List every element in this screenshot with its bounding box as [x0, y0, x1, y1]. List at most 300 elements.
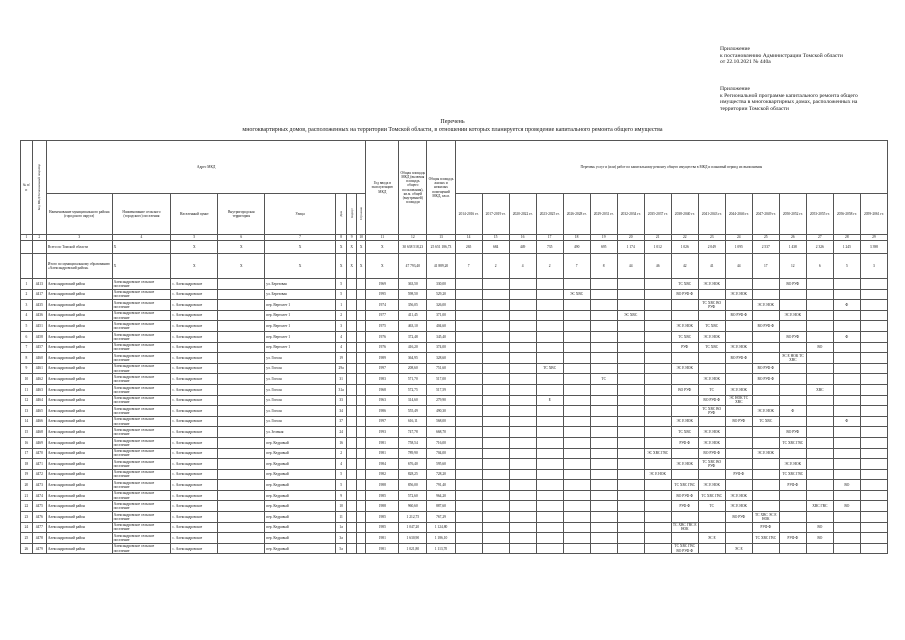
row-work-cell: [725, 279, 752, 290]
row-area1: 571,70: [399, 374, 427, 385]
row-work-cell: [563, 342, 590, 353]
row-house: 24: [335, 427, 347, 438]
row-area1: 758,54: [399, 437, 427, 448]
row-work-cell: [482, 490, 509, 501]
cell-empty: [347, 416, 356, 427]
row-work-cell: ЭС ХВС: [617, 310, 644, 321]
cell-empty: [218, 437, 265, 448]
row-work-cell: [563, 384, 590, 395]
row-house: 3а: [335, 533, 347, 544]
row-work-cell: [509, 321, 536, 332]
appendix-2-line: территории Томской области: [720, 105, 789, 112]
row-work-cell: [617, 416, 644, 427]
cell-empty: [218, 279, 265, 290]
row-work-cell: [806, 300, 833, 311]
cell-empty: [347, 437, 356, 448]
row-area2: 345,40: [427, 331, 455, 342]
cell-empty: [356, 501, 365, 512]
row-settlement: Александровское сельское поселение: [112, 512, 171, 523]
cell-empty: [356, 310, 365, 321]
row-area2: 887,60: [427, 501, 455, 512]
cell-empty: [347, 469, 356, 480]
row-area1: 1 630,90: [399, 533, 427, 544]
row-area2: 751,60: [427, 363, 455, 374]
row-work-cell: [509, 289, 536, 300]
row-work-cell: [644, 480, 671, 491]
row-year: 1997: [366, 416, 399, 427]
row-work-cell: [590, 490, 617, 501]
row-work-cell: ВО: [833, 480, 860, 491]
row-street: пер. Кедровый: [265, 522, 335, 533]
row-work-cell: [482, 480, 509, 491]
table-row: [21, 427, 888, 438]
row-work-cell: [536, 321, 563, 332]
row-work-cell: ЭС НОК ТС ХВС: [725, 395, 752, 406]
row-work-cell: [860, 501, 887, 512]
row-number: 16: [21, 437, 33, 448]
row-number: 10: [21, 374, 33, 385]
row-work-cell: [590, 331, 617, 342]
row-area2: 1 186,10: [427, 533, 455, 544]
row-work-cell: [860, 310, 887, 321]
row-work-cell: [563, 406, 590, 417]
row-work-cell: [509, 501, 536, 512]
row-work-cell: [590, 279, 617, 290]
summary-x: X: [356, 241, 365, 254]
row-settlement: Александровское сельское поселение: [112, 533, 171, 544]
row-settlement: Александровское сельское поселение: [112, 448, 171, 459]
row-locality: с. Александровское: [171, 416, 218, 427]
row-number: 3: [21, 300, 33, 311]
row-work-cell: [509, 310, 536, 321]
row-work-cell: [617, 406, 644, 417]
summary-x: X: [335, 241, 347, 254]
row-work-cell: [698, 416, 725, 427]
column-number: 10: [356, 235, 365, 241]
row-work-cell: [590, 395, 617, 406]
cell-empty: [347, 363, 356, 374]
subtotal-period-count: 7: [563, 254, 590, 279]
row-year: 1981: [366, 533, 399, 544]
row-work-cell: [536, 310, 563, 321]
table-row: [21, 490, 888, 501]
row-area2: 279,90: [427, 395, 455, 406]
row-area2: 371,00: [427, 310, 455, 321]
row-work-cell: ВО РУФ Ф: [698, 395, 725, 406]
row-house: 5: [335, 480, 347, 491]
row-area1: 411,45: [399, 310, 427, 321]
row-work-cell: [860, 427, 887, 438]
row-work-cell: [590, 522, 617, 533]
table-row: [21, 416, 888, 427]
row-work-cell: ЭС Е НОК: [779, 310, 806, 321]
row-work-cell: [806, 363, 833, 374]
row-work-cell: [833, 490, 860, 501]
row-work-cell: [617, 395, 644, 406]
column-number: 24: [725, 235, 752, 241]
row-year: 1969: [366, 279, 399, 290]
row-locality: с. Александровское: [171, 501, 218, 512]
row-district: Александровский район: [46, 522, 112, 533]
row-work-cell: [725, 406, 752, 417]
cell-empty: [218, 501, 265, 512]
row-work-cell: [482, 543, 509, 554]
row-area1: 616,11: [399, 416, 427, 427]
row-work-cell: ТС ХВС: [536, 363, 563, 374]
cell-empty: [347, 459, 356, 470]
row-house: 16: [335, 437, 347, 448]
row-work-cell: [644, 331, 671, 342]
appendix-1-line: к постановлению Администрации Томской области: [720, 52, 843, 59]
row-code: 4435: [32, 300, 46, 311]
row-work-cell: РУФ Ф: [725, 469, 752, 480]
row-work-cell: ЭС Е НОК: [671, 363, 698, 374]
row-work-cell: [455, 289, 482, 300]
row-work-cell: ТС ХВС ГВС: [752, 533, 779, 544]
table-row: [21, 448, 888, 459]
row-work-cell: [536, 384, 563, 395]
row-settlement: Александровское сельское поселение: [112, 321, 171, 332]
row-locality: с. Александровское: [171, 459, 218, 470]
row-street: ул. Гоголя: [265, 406, 335, 417]
row-work-cell: [752, 480, 779, 491]
cell-empty: [356, 459, 365, 470]
header-period: 2020-2022 гг.: [509, 194, 536, 235]
row-work-cell: [482, 374, 509, 385]
row-work-cell: [779, 342, 806, 353]
row-number: 8: [21, 353, 33, 364]
row-work-cell: [833, 406, 860, 417]
row-work-cell: ВО: [806, 522, 833, 533]
row-area1: 676,40: [399, 459, 427, 470]
header-address-sub: [335, 194, 347, 235]
cell-empty: [347, 279, 356, 290]
cell-empty: [218, 469, 265, 480]
row-code: 4466: [32, 416, 46, 427]
row-year: 1985: [366, 490, 399, 501]
row-code: 4468: [32, 427, 46, 438]
summary-period-count: 265: [455, 241, 482, 254]
row-locality: с. Александровское: [171, 469, 218, 480]
row-work-cell: [455, 331, 482, 342]
row-settlement: Александровское сельское поселение: [112, 374, 171, 385]
row-work-cell: [806, 289, 833, 300]
row-work-cell: [833, 427, 860, 438]
row-work-cell: [806, 427, 833, 438]
row-work-cell: [617, 448, 644, 459]
row-work-cell: [617, 501, 644, 512]
row-district: Александровский район: [46, 448, 112, 459]
row-work-cell: ЭС Е НОК: [671, 321, 698, 332]
row-number: 1: [21, 279, 33, 290]
row-work-cell: [779, 490, 806, 501]
cell-empty: [356, 321, 365, 332]
row-work-cell: ВО РУФ: [779, 427, 806, 438]
row-work-cell: [455, 321, 482, 332]
row-locality: с. Александровское: [171, 279, 218, 290]
row-work-cell: [644, 321, 671, 332]
row-district: Александровский район: [46, 533, 112, 544]
row-year: 1976: [366, 331, 399, 342]
row-work-cell: [563, 310, 590, 321]
subtotal-label: Итого по муниципальному образованию «Александровский район»: [46, 254, 112, 279]
cell-empty: [347, 331, 356, 342]
row-work-cell: [860, 321, 887, 332]
row-street: ул. Гоголя: [265, 353, 335, 364]
row-work-cell: [779, 448, 806, 459]
row-work-cell: [806, 321, 833, 332]
row-work-cell: [698, 543, 725, 554]
row-year: 1981: [366, 437, 399, 448]
column-number: 22: [671, 235, 698, 241]
subtotal-period-count: 2: [482, 254, 509, 279]
header-address-sub: [347, 194, 356, 235]
row-year: 1997: [366, 363, 399, 374]
row-work-cell: [590, 459, 617, 470]
row-number: 22: [21, 501, 33, 512]
row-work-cell: [860, 395, 887, 406]
cell-empty: [218, 289, 265, 300]
row-work-cell: [644, 406, 671, 417]
summary-period-count: 1 012: [644, 241, 671, 254]
row-work-cell: [455, 533, 482, 544]
doc-subtitle: многоквартирных домов, расположенных на территории Томской области, в отношении которых планируется проведение капитального ремонта общего имущества: [242, 127, 663, 133]
row-work-cell: [752, 395, 779, 406]
row-work-cell: [509, 384, 536, 395]
row-number: 12: [21, 395, 33, 406]
subtotal-x: X: [218, 254, 265, 279]
row-number: 13: [21, 406, 33, 417]
row-work-cell: ВО РУФ Ф: [725, 353, 752, 364]
row-work-cell: [698, 522, 725, 533]
cell-empty: [356, 416, 365, 427]
row-work-cell: [590, 437, 617, 448]
row-work-cell: [725, 522, 752, 533]
row-work-cell: [536, 459, 563, 470]
row-work-cell: [860, 522, 887, 533]
row-work-cell: [590, 512, 617, 523]
row-settlement: Александровское сельское поселение: [112, 469, 171, 480]
row-area1: 208,60: [399, 363, 427, 374]
cell-empty: [218, 331, 265, 342]
row-locality: с. Александровское: [171, 342, 218, 353]
cell-empty: [218, 384, 265, 395]
row-work-cell: [482, 512, 509, 523]
table-row: [21, 395, 888, 406]
cell-empty: [218, 342, 265, 353]
row-house: 4: [335, 459, 347, 470]
row-work-cell: [671, 374, 698, 385]
row-work-cell: [563, 501, 590, 512]
row-work-cell: [806, 543, 833, 554]
column-number: 16: [509, 235, 536, 241]
row-work-cell: [833, 437, 860, 448]
row-code: 4460: [32, 353, 46, 364]
row-work-cell: ЭС Е НОК: [725, 342, 752, 353]
row-work-cell: [806, 279, 833, 290]
row-number: 7: [21, 342, 33, 353]
cell-empty: [347, 321, 356, 332]
column-number: 25: [752, 235, 779, 241]
cell-empty: [356, 395, 365, 406]
column-number: 27: [806, 235, 833, 241]
row-work-cell: ЭС Е НОК: [752, 448, 779, 459]
cell-empty: [218, 543, 265, 554]
row-work-cell: ВО: [806, 342, 833, 353]
row-district: Александровский район: [46, 480, 112, 491]
row-street: пер. Вертолет 1: [265, 331, 335, 342]
row-work-cell: ВО РУФ: [725, 512, 752, 523]
row-work-cell: ТС ХВС ВО РУФ: [698, 459, 725, 470]
appendix-2-line: имущества в многоквартирных домах, расположенных на: [720, 99, 858, 106]
row-area2: 767,29: [427, 512, 455, 523]
row-street: ул. Березовая: [265, 289, 335, 300]
column-number: 28: [833, 235, 860, 241]
row-work-cell: [860, 480, 887, 491]
table-row: [21, 321, 888, 332]
row-work-cell: [860, 543, 887, 554]
cell-empty: [218, 480, 265, 491]
column-number: 3: [46, 235, 112, 241]
row-work-cell: РУФ Ф: [779, 480, 806, 491]
summary-period-count: 1 026: [671, 241, 698, 254]
row-district: Александровский район: [46, 501, 112, 512]
row-work-cell: [779, 522, 806, 533]
subtotal-x: X: [356, 254, 365, 279]
row-work-cell: [806, 469, 833, 480]
row-work-cell: [671, 406, 698, 417]
row-district: Александровский район: [46, 395, 112, 406]
row-house: 31а: [335, 384, 347, 395]
row-district: Александровский район: [46, 300, 112, 311]
row-work-cell: [806, 331, 833, 342]
row-work-cell: [590, 533, 617, 544]
row-area1: 747,78: [399, 427, 427, 438]
row-work-cell: [725, 331, 752, 342]
row-work-cell: ЭС Е НОК: [698, 374, 725, 385]
header-address-sub: Внутригородская территория: [218, 194, 265, 235]
column-number: 26: [779, 235, 806, 241]
row-work-cell: [860, 533, 887, 544]
row-code: 4464: [32, 395, 46, 406]
row-street: пер. Кедровый: [265, 543, 335, 554]
row-code: 4474: [32, 490, 46, 501]
cell-empty: [347, 543, 356, 554]
row-work-cell: [563, 512, 590, 523]
row-work-cell: [509, 374, 536, 385]
row-work-cell: [860, 469, 887, 480]
row-code: 4478: [32, 533, 46, 544]
row-work-cell: [563, 363, 590, 374]
row-year: 1976: [366, 342, 399, 353]
header-code-text: Код МКД Региональный оператор: [37, 163, 42, 211]
row-locality: с. Александровское: [171, 321, 218, 332]
row-year: 1982: [366, 469, 399, 480]
row-settlement: Александровское сельское поселение: [112, 342, 171, 353]
row-work-cell: [536, 533, 563, 544]
row-house: 11: [335, 512, 347, 523]
row-work-cell: [455, 459, 482, 470]
cell-empty: [356, 374, 365, 385]
row-street: пер. Кедровый: [265, 501, 335, 512]
column-number: 12: [399, 235, 427, 241]
row-work-cell: [860, 289, 887, 300]
cell-empty: [218, 448, 265, 459]
header-address-sub-text: Строение: [359, 206, 364, 220]
row-locality: с. Александровское: [171, 300, 218, 311]
row-work-cell: [752, 501, 779, 512]
row-work-cell: [698, 363, 725, 374]
row-work-cell: [590, 384, 617, 395]
summary-period-count: 1 438: [779, 241, 806, 254]
row-work-cell: [698, 310, 725, 321]
row-work-cell: [563, 395, 590, 406]
subtotal-x: X: [335, 254, 347, 279]
cell-empty: [356, 437, 365, 448]
row-area1: 363,50: [399, 279, 427, 290]
row-work-cell: ВО РУФ: [779, 331, 806, 342]
summary-x: X: [218, 241, 265, 254]
row-area2: 1 124,80: [427, 522, 455, 533]
row-work-cell: [509, 416, 536, 427]
row-work-cell: [833, 289, 860, 300]
cell-empty: [347, 384, 356, 395]
row-settlement: Александровское сельское поселение: [112, 501, 171, 512]
row-work-cell: [563, 353, 590, 364]
row-work-cell: [509, 469, 536, 480]
row-district: Александровский район: [46, 459, 112, 470]
row-work-cell: [563, 321, 590, 332]
row-work-cell: ВО РУФ: [671, 384, 698, 395]
row-settlement: Александровское сельское поселение: [112, 459, 171, 470]
row-year: 1988: [366, 501, 399, 512]
row-work-cell: [536, 490, 563, 501]
row-work-cell: [563, 533, 590, 544]
subtotal-period-count: 46: [644, 254, 671, 279]
subtotal-period-count: 42: [671, 254, 698, 279]
row-area2: 728,20: [427, 469, 455, 480]
row-code: 4472: [32, 469, 46, 480]
row-work-cell: [644, 300, 671, 311]
row-work-cell: [482, 342, 509, 353]
row-area1: 828,25: [399, 469, 427, 480]
row-work-cell: [860, 406, 887, 417]
row-district: Александровский район: [46, 384, 112, 395]
cell-empty: [356, 384, 365, 395]
row-work-cell: [860, 342, 887, 353]
row-work-cell: [833, 512, 860, 523]
row-code: 4470: [32, 448, 46, 459]
row-number: 24: [21, 522, 33, 533]
row-work-cell: [833, 469, 860, 480]
row-work-cell: [590, 543, 617, 554]
row-work-cell: [617, 522, 644, 533]
subtotal-period-count: 41: [698, 254, 725, 279]
subtotal-x: X: [265, 254, 335, 279]
column-number: 20: [617, 235, 644, 241]
cell-empty: [218, 321, 265, 332]
row-work-cell: [725, 300, 752, 311]
subtotal-x: X: [366, 254, 399, 279]
row-district: Александровский район: [46, 427, 112, 438]
row-work-cell: [644, 374, 671, 385]
table-row: [21, 522, 888, 533]
row-street: пер. Кедровый: [265, 480, 335, 491]
row-work-cell: [644, 416, 671, 427]
column-number: 5: [171, 235, 218, 241]
row-work-cell: ЭС Е НОК: [698, 437, 725, 448]
cell-empty: [218, 310, 265, 321]
